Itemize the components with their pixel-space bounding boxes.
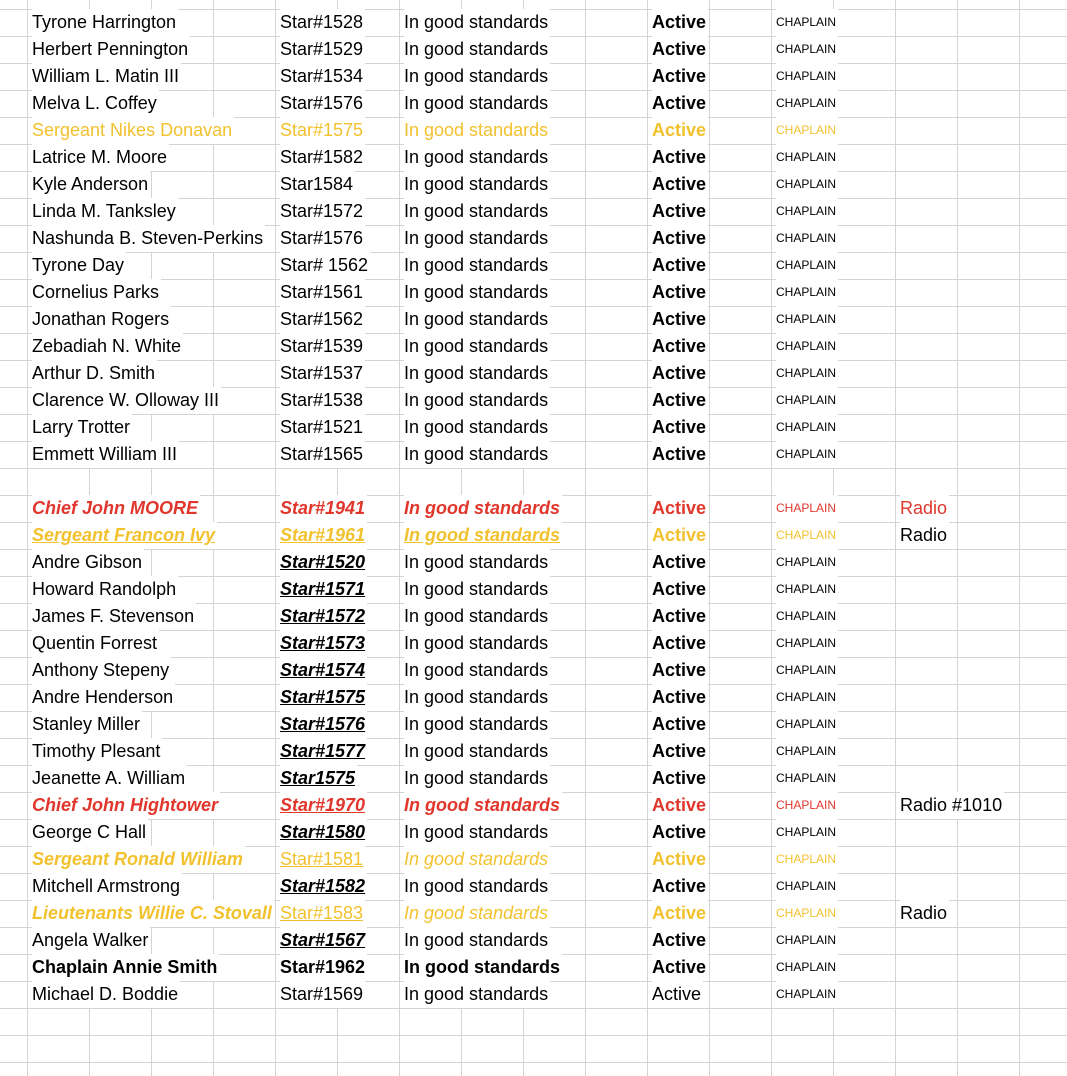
star-number-cell[interactable]: Star#1562 <box>280 306 365 333</box>
status-cell[interactable]: Active <box>652 90 708 117</box>
name-cell[interactable]: Emmett William III <box>32 441 179 468</box>
radio-cell[interactable]: Radio <box>900 522 949 549</box>
status-cell[interactable]: Active <box>652 171 708 198</box>
role-cell[interactable]: CHAPLAIN <box>776 117 838 144</box>
status-cell[interactable]: Active <box>652 306 708 333</box>
star-number-cell[interactable]: Star#1574 <box>280 657 367 684</box>
name-cell[interactable]: Andre Gibson <box>32 549 144 576</box>
name-cell[interactable]: Quentin Forrest <box>32 630 159 657</box>
status-cell[interactable]: Active <box>652 630 708 657</box>
name-cell[interactable]: Jonathan Rogers <box>32 306 171 333</box>
standing-cell[interactable]: In good standards <box>404 684 550 711</box>
name-cell[interactable]: Zebadiah N. White <box>32 333 183 360</box>
table-row[interactable] <box>0 171 1067 198</box>
star-number-cell[interactable]: Star#1539 <box>280 333 365 360</box>
star-number-cell[interactable]: Star#1569 <box>280 981 365 1008</box>
row-divider <box>0 1062 1067 1063</box>
standing-cell[interactable]: In good standards <box>404 144 550 171</box>
star-number-cell[interactable]: Star#1576 <box>280 711 367 738</box>
standing-cell[interactable]: In good standards <box>404 900 550 927</box>
status-cell[interactable]: Active <box>652 657 708 684</box>
role-cell[interactable]: CHAPLAIN <box>776 900 838 927</box>
star-number-cell[interactable]: Star#1941 <box>280 495 367 522</box>
name-cell[interactable]: Linda M. Tanksley <box>32 198 178 225</box>
star-number-cell[interactable]: Star#1520 <box>280 549 367 576</box>
role-cell[interactable]: CHAPLAIN <box>776 684 838 711</box>
table-row[interactable] <box>0 522 1067 549</box>
role-cell[interactable]: CHAPLAIN <box>776 171 838 198</box>
table-row[interactable] <box>0 9 1067 36</box>
role-cell[interactable]: CHAPLAIN <box>776 711 838 738</box>
star-number-cell[interactable]: Star#1576 <box>280 90 365 117</box>
star-number-cell[interactable]: Star#1575 <box>280 117 365 144</box>
name-cell[interactable]: Anthony Stepeny <box>32 657 171 684</box>
role-cell[interactable]: CHAPLAIN <box>776 36 838 63</box>
name-cell[interactable]: Melva L. Coffey <box>32 90 159 117</box>
name-cell[interactable]: Angela Walker <box>32 927 150 954</box>
status-cell[interactable]: Active <box>652 36 708 63</box>
role-cell[interactable]: CHAPLAIN <box>776 630 838 657</box>
table-row[interactable] <box>0 198 1067 225</box>
status-cell[interactable]: Active <box>652 252 708 279</box>
name-cell[interactable]: Larry Trotter <box>32 414 132 441</box>
standing-cell[interactable]: In good standards <box>404 171 550 198</box>
role-cell[interactable]: CHAPLAIN <box>776 522 838 549</box>
table-row[interactable] <box>0 360 1067 387</box>
status-cell[interactable]: Active <box>652 792 708 819</box>
standing-cell[interactable]: In good standards <box>404 414 550 441</box>
star-number-cell[interactable]: Star#1970 <box>280 792 367 819</box>
star-number-cell[interactable]: Star#1521 <box>280 414 365 441</box>
standing-cell[interactable]: In good standards <box>404 954 562 981</box>
role-cell[interactable]: CHAPLAIN <box>776 306 838 333</box>
name-cell[interactable]: Andre Henderson <box>32 684 175 711</box>
status-cell[interactable]: Active <box>652 117 708 144</box>
standing-cell[interactable]: In good standards <box>404 792 562 819</box>
role-cell[interactable]: CHAPLAIN <box>776 279 838 306</box>
name-cell[interactable]: Michael D. Boddie <box>32 981 180 1008</box>
role-cell[interactable]: CHAPLAIN <box>776 738 838 765</box>
role-cell[interactable]: CHAPLAIN <box>776 549 838 576</box>
star-number-cell[interactable]: Star#1565 <box>280 441 365 468</box>
status-cell[interactable]: Active <box>652 927 708 954</box>
standing-cell[interactable]: In good standards <box>404 522 562 549</box>
standing-cell[interactable]: In good standards <box>404 441 550 468</box>
table-row[interactable] <box>0 63 1067 90</box>
star-number-cell[interactable]: Star#1572 <box>280 603 367 630</box>
table-row[interactable] <box>0 387 1067 414</box>
status-cell[interactable]: Active <box>652 441 708 468</box>
role-cell[interactable]: CHAPLAIN <box>776 873 838 900</box>
name-cell[interactable]: Howard Randolph <box>32 576 178 603</box>
star-number-cell[interactable]: Star#1571 <box>280 576 367 603</box>
radio-cell[interactable]: Radio #1010 <box>900 792 1004 819</box>
status-cell[interactable]: Active <box>652 9 708 36</box>
standing-cell[interactable]: In good standards <box>404 981 550 1008</box>
table-row[interactable] <box>0 927 1067 954</box>
role-cell[interactable]: CHAPLAIN <box>776 441 838 468</box>
name-cell[interactable]: Kyle Anderson <box>32 171 150 198</box>
name-cell[interactable]: Chief John Hightower <box>32 792 220 819</box>
star-number-cell[interactable]: Star#1561 <box>280 279 365 306</box>
standing-cell[interactable]: In good standards <box>404 333 550 360</box>
role-cell[interactable]: CHAPLAIN <box>776 657 838 684</box>
table-row[interactable] <box>0 981 1067 1008</box>
table-row[interactable] <box>0 954 1067 981</box>
star-number-cell[interactable]: Star#1576 <box>280 225 365 252</box>
role-cell[interactable]: CHAPLAIN <box>776 360 838 387</box>
star-number-cell[interactable]: Star1575 <box>280 765 357 792</box>
name-cell[interactable]: Mitchell Armstrong <box>32 873 182 900</box>
standing-cell[interactable]: In good standards <box>404 90 550 117</box>
table-row[interactable] <box>0 657 1067 684</box>
star-number-cell[interactable]: Star#1575 <box>280 684 367 711</box>
name-cell[interactable]: Sergeant Ronald William <box>32 846 245 873</box>
role-cell[interactable]: CHAPLAIN <box>776 90 838 117</box>
role-cell[interactable]: CHAPLAIN <box>776 9 838 36</box>
role-cell[interactable]: CHAPLAIN <box>776 819 838 846</box>
status-cell[interactable]: Active <box>652 738 708 765</box>
table-row[interactable] <box>0 711 1067 738</box>
standing-cell[interactable]: In good standards <box>404 252 550 279</box>
table-row[interactable] <box>0 819 1067 846</box>
standing-cell[interactable]: In good standards <box>404 63 550 90</box>
table-row[interactable] <box>0 576 1067 603</box>
role-cell[interactable]: CHAPLAIN <box>776 792 838 819</box>
table-row[interactable] <box>0 117 1067 144</box>
standing-cell[interactable]: In good standards <box>404 225 550 252</box>
star-number-cell[interactable]: Star#1961 <box>280 522 367 549</box>
name-cell[interactable]: Arthur D. Smith <box>32 360 157 387</box>
name-cell[interactable]: Chief John MOORE <box>32 495 200 522</box>
star-number-cell[interactable]: Star#1582 <box>280 873 367 900</box>
table-row[interactable] <box>0 225 1067 252</box>
role-cell[interactable]: CHAPLAIN <box>776 495 838 522</box>
name-cell[interactable]: Stanley Miller <box>32 711 142 738</box>
role-cell[interactable]: CHAPLAIN <box>776 981 838 1008</box>
name-cell[interactable]: Jeanette A. William <box>32 765 187 792</box>
star-number-cell[interactable]: Star#1537 <box>280 360 365 387</box>
standing-cell[interactable]: In good standards <box>404 198 550 225</box>
star-number-cell[interactable]: Star#1583 <box>280 900 365 927</box>
table-row[interactable] <box>0 414 1067 441</box>
name-cell[interactable]: Herbert Pennington <box>32 36 190 63</box>
standing-cell[interactable]: In good standards <box>404 387 550 414</box>
status-cell[interactable]: Active <box>652 873 708 900</box>
status-cell[interactable]: Active <box>652 603 708 630</box>
standing-cell[interactable]: In good standards <box>404 630 550 657</box>
status-cell[interactable]: Active <box>652 414 708 441</box>
standing-cell[interactable]: In good standards <box>404 846 550 873</box>
table-row[interactable] <box>0 873 1067 900</box>
table-row[interactable] <box>0 90 1067 117</box>
radio-cell[interactable]: Radio <box>900 900 949 927</box>
role-cell[interactable]: CHAPLAIN <box>776 333 838 360</box>
table-row[interactable] <box>0 306 1067 333</box>
table-row[interactable] <box>0 738 1067 765</box>
star-number-cell[interactable]: Star# 1562 <box>280 252 370 279</box>
role-cell[interactable]: CHAPLAIN <box>776 846 838 873</box>
standing-cell[interactable]: In good standards <box>404 495 562 522</box>
status-cell[interactable]: Active <box>652 549 708 576</box>
name-cell[interactable]: Tyrone Harrington <box>32 9 178 36</box>
star-number-cell[interactable]: Star#1534 <box>280 63 365 90</box>
row-divider <box>0 1035 1067 1036</box>
table-row[interactable] <box>0 549 1067 576</box>
table-row[interactable] <box>0 630 1067 657</box>
name-cell[interactable]: William L. Matin III <box>32 63 181 90</box>
standing-cell[interactable]: In good standards <box>404 657 550 684</box>
table-row[interactable] <box>0 144 1067 171</box>
status-cell[interactable]: Active <box>652 198 708 225</box>
standing-cell[interactable]: In good standards <box>404 9 550 36</box>
role-cell[interactable]: CHAPLAIN <box>776 954 838 981</box>
standing-cell[interactable]: In good standards <box>404 873 550 900</box>
star-number-cell[interactable]: Star#1572 <box>280 198 365 225</box>
table-row[interactable] <box>0 765 1067 792</box>
role-cell[interactable]: CHAPLAIN <box>776 225 838 252</box>
status-cell[interactable]: Active <box>652 522 708 549</box>
name-cell[interactable]: Timothy Plesant <box>32 738 162 765</box>
star-number-cell[interactable]: Star#1962 <box>280 954 367 981</box>
name-cell[interactable]: Tyrone Day <box>32 252 126 279</box>
star-number-cell[interactable]: Star1584 <box>280 171 355 198</box>
standing-cell[interactable]: In good standards <box>404 603 550 630</box>
standing-cell[interactable]: In good standards <box>404 738 550 765</box>
table-row[interactable] <box>0 684 1067 711</box>
status-cell[interactable]: Active <box>652 495 708 522</box>
role-cell[interactable]: CHAPLAIN <box>776 927 838 954</box>
role-cell[interactable]: CHAPLAIN <box>776 414 838 441</box>
status-cell[interactable]: Active <box>652 279 708 306</box>
status-cell[interactable]: Active <box>652 144 708 171</box>
status-cell[interactable]: Active <box>652 900 708 927</box>
role-cell[interactable]: CHAPLAIN <box>776 198 838 225</box>
star-number-cell[interactable]: Star#1529 <box>280 36 365 63</box>
standing-cell[interactable]: In good standards <box>404 36 550 63</box>
status-cell[interactable]: Active <box>652 954 708 981</box>
role-cell[interactable]: CHAPLAIN <box>776 63 838 90</box>
status-cell[interactable]: Active <box>652 684 708 711</box>
table-row[interactable] <box>0 36 1067 63</box>
name-cell[interactable]: James F. Stevenson <box>32 603 196 630</box>
table-row[interactable] <box>0 252 1067 279</box>
name-cell[interactable]: Sergeant Francon Ivy <box>32 522 217 549</box>
status-cell[interactable]: Active <box>652 846 708 873</box>
status-cell[interactable]: Active <box>652 387 708 414</box>
role-cell[interactable]: CHAPLAIN <box>776 387 838 414</box>
status-cell[interactable]: Active <box>652 333 708 360</box>
standing-cell[interactable]: In good standards <box>404 360 550 387</box>
table-row[interactable] <box>0 900 1067 927</box>
star-number-cell[interactable]: Star#1581 <box>280 846 365 873</box>
star-number-cell[interactable]: Star#1580 <box>280 819 367 846</box>
status-cell[interactable]: Active <box>652 576 708 603</box>
status-cell[interactable]: Active <box>652 225 708 252</box>
table-row[interactable] <box>0 792 1067 819</box>
status-cell[interactable]: Active <box>652 711 708 738</box>
table-row[interactable] <box>0 495 1067 522</box>
star-number-cell[interactable]: Star#1582 <box>280 144 365 171</box>
role-cell[interactable]: CHAPLAIN <box>776 765 838 792</box>
table-row[interactable] <box>0 279 1067 306</box>
star-number-cell[interactable]: Star#1528 <box>280 9 365 36</box>
name-cell[interactable]: Latrice M. Moore <box>32 144 169 171</box>
standing-cell[interactable]: In good standards <box>404 765 550 792</box>
standing-cell[interactable]: In good standards <box>404 306 550 333</box>
table-row[interactable] <box>0 333 1067 360</box>
name-cell[interactable]: George C Hall <box>32 819 148 846</box>
name-cell[interactable]: Cornelius Parks <box>32 279 161 306</box>
standing-cell[interactable]: In good standards <box>404 819 550 846</box>
name-cell[interactable]: Chaplain Annie Smith <box>32 954 219 981</box>
star-number-cell[interactable]: Star#1567 <box>280 927 367 954</box>
role-cell[interactable]: CHAPLAIN <box>776 576 838 603</box>
name-cell[interactable]: Nashunda B. Steven-Perkins <box>32 225 265 252</box>
table-row[interactable] <box>0 441 1067 468</box>
standing-cell[interactable]: In good standards <box>404 549 550 576</box>
row-divider <box>0 1008 1067 1009</box>
role-cell[interactable]: CHAPLAIN <box>776 603 838 630</box>
standing-cell[interactable]: In good standards <box>404 576 550 603</box>
role-cell[interactable]: CHAPLAIN <box>776 144 838 171</box>
standing-cell[interactable]: In good standards <box>404 927 550 954</box>
star-number-cell[interactable]: Star#1538 <box>280 387 365 414</box>
name-cell[interactable]: Clarence W. Olloway III <box>32 387 221 414</box>
role-cell[interactable]: CHAPLAIN <box>776 252 838 279</box>
status-cell[interactable]: Active <box>652 63 708 90</box>
radio-cell[interactable]: Radio <box>900 495 949 522</box>
name-cell[interactable]: Lieutenants Willie C. Stovall <box>32 900 274 927</box>
table-row[interactable] <box>0 846 1067 873</box>
table-row[interactable] <box>0 603 1067 630</box>
status-cell[interactable]: Active <box>652 981 703 1008</box>
status-cell[interactable]: Active <box>652 819 708 846</box>
name-cell[interactable]: Sergeant Nikes Donavan <box>32 117 234 144</box>
standing-cell[interactable]: In good standards <box>404 711 550 738</box>
row-divider <box>0 468 1067 469</box>
star-number-cell[interactable]: Star#1577 <box>280 738 367 765</box>
status-cell[interactable]: Active <box>652 360 708 387</box>
star-number-cell[interactable]: Star#1573 <box>280 630 367 657</box>
status-cell[interactable]: Active <box>652 765 708 792</box>
standing-cell[interactable]: In good standards <box>404 117 550 144</box>
standing-cell[interactable]: In good standards <box>404 279 550 306</box>
